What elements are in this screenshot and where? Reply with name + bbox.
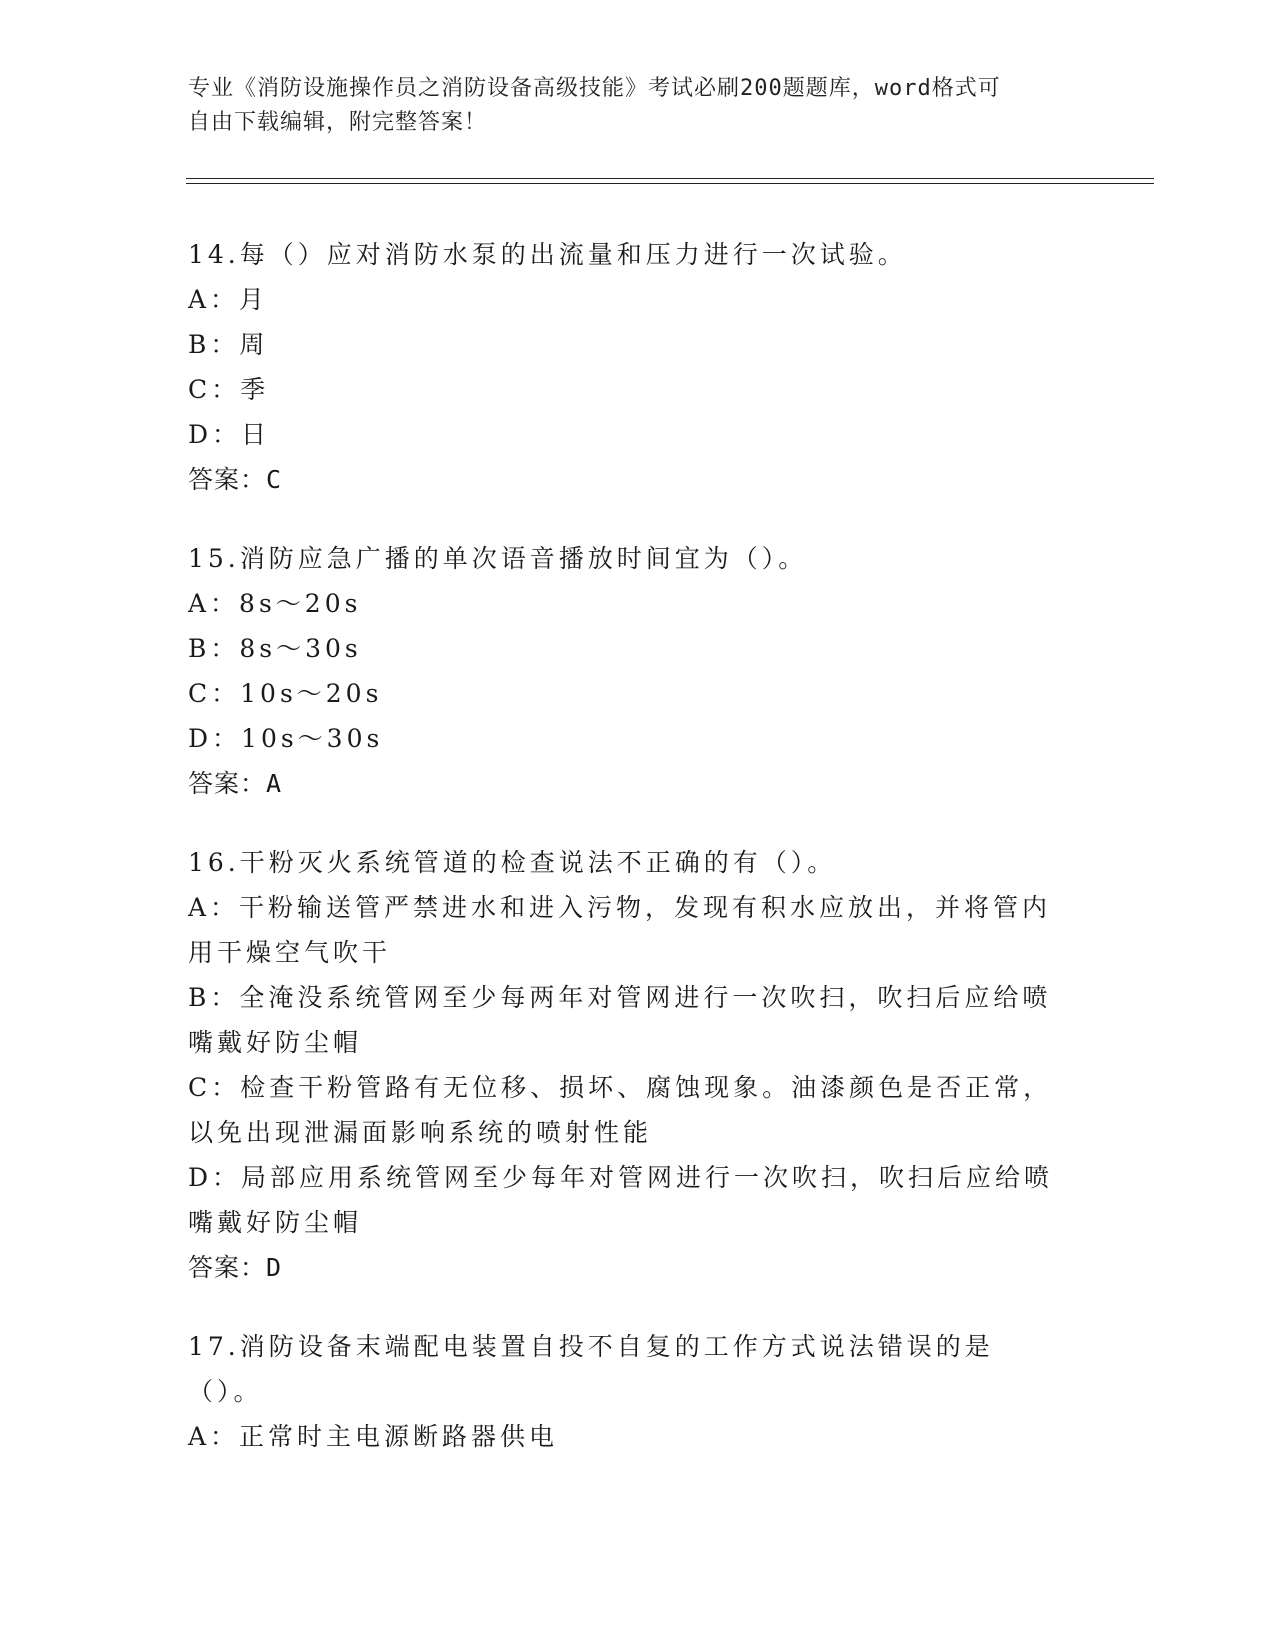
option-a: A：8s～20s <box>188 589 362 618</box>
question-stem: 17.消防设备末端配电装置自投不自复的工作方式说法错误的是（）。 <box>188 1332 994 1406</box>
answer-line: 答案：D <box>188 1253 283 1282</box>
header-divider-bottom <box>186 183 1154 184</box>
question-list <box>188 232 1068 1493</box>
header-line-1: 专业《消防设施操作员之消防设备高级技能》考试必刷200题题库，word格式可 <box>188 76 1001 101</box>
option-a: A：干粉输送管严禁进水和进入污物，发现有积水应放出，并将管内用干燥空气吹干 <box>188 893 1052 967</box>
answer-line: 答案：A <box>188 769 283 798</box>
option-d: D：局部应用系统管网至少每年对管网进行一次吹扫，吹扫后应给喷嘴戴好防尘帽 <box>188 1163 1054 1237</box>
option-b: B：8s～30s <box>188 634 362 663</box>
question-stem: 15.消防应急广播的单次语音播放时间宜为（）。 <box>188 544 808 573</box>
option-a: A：月 <box>188 285 269 314</box>
question-stem: 14.每（）应对消防水泵的出流量和压力进行一次试验。 <box>188 240 907 269</box>
option-c: C：10s～20s <box>188 679 383 708</box>
option-b: B：全淹没系统管网至少每两年对管网进行一次吹扫，吹扫后应给喷嘴戴好防尘帽 <box>188 983 1052 1057</box>
question-15 <box>188 536 1068 806</box>
question-14 <box>188 232 1068 502</box>
answer-line: 答案：C <box>188 465 283 494</box>
question-16 <box>188 840 1068 1290</box>
header-divider-top <box>186 178 1154 179</box>
question-17 <box>188 1324 1068 1459</box>
option-c: C：检查干粉管路有无位移、损坏、腐蚀现象。油漆颜色是否正常，以免出现泄漏面影响系统的喷射性能 <box>188 1073 1053 1147</box>
option-a: A：正常时主电源断路器供电 <box>188 1422 559 1451</box>
option-b: B：周 <box>188 330 269 359</box>
header-line-2: 自由下载编辑，附完整答案！ <box>188 110 488 135</box>
option-c: C：季 <box>188 375 270 404</box>
option-d: D：日 <box>188 420 271 449</box>
question-stem: 16.干粉灭火系统管道的检查说法不正确的有（）。 <box>188 848 837 877</box>
document-header <box>188 72 1068 140</box>
option-d: D：10s～30s <box>188 724 384 753</box>
